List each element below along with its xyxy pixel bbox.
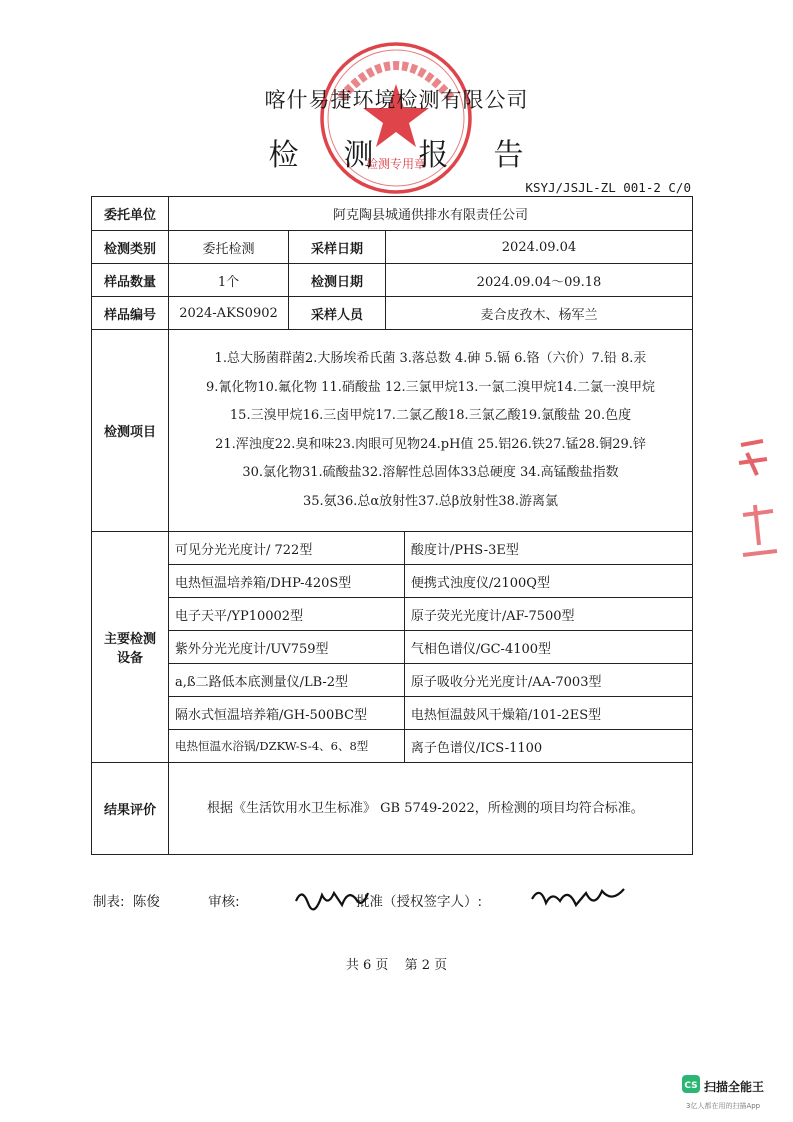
title-char: 检 <box>268 138 300 173</box>
equipment-cell: 紫外分光光度计/UV759型 <box>169 631 404 664</box>
eval-label: 结果评价 <box>92 763 169 855</box>
sampling-date-value: 2024.09.04 <box>386 231 693 264</box>
total-pages: 共 6 页 <box>345 958 389 973</box>
test-date-value: 2024.09.04～09.18 <box>386 264 693 297</box>
count-label: 样品数量 <box>92 264 169 297</box>
items-label: 检测项目 <box>92 330 169 532</box>
equipment-label-line: 主要检测 <box>103 632 156 647</box>
reviewer-label: 审核: <box>208 894 240 910</box>
equipment-label <box>92 532 169 763</box>
current-page: 第 2 页 <box>404 958 448 973</box>
camscanner-logo-icon <box>682 1075 700 1093</box>
maker-label: 制表: <box>93 894 125 910</box>
seal-text: 检测专用章 <box>365 157 427 171</box>
watermark-name: 扫描全能王 <box>704 1080 765 1094</box>
items-line: 9.氰化物10.氟化物 11.硝酸盐 12.三氯甲烷13.一氯二溴甲烷14.二氯一溴甲烷 <box>205 379 656 395</box>
maker-name: 陈俊 <box>132 894 160 910</box>
items-line: 30.氯化物31.硫酸盐32.溶解性总固体33总硬度 34.高锰酸盐指数 <box>242 465 619 480</box>
equipment-row <box>169 532 692 565</box>
equipment-cell: 原子荧光光度计/AF-7500型 <box>404 598 692 631</box>
approver-signature <box>528 883 628 913</box>
sample-no-value: 2024-AKS0902 <box>169 297 289 330</box>
equipment-cell: 电子天平/YP10002型 <box>169 598 404 631</box>
equipment-cell: 电热恒温鼓风干燥箱/101-2ES型 <box>404 697 692 730</box>
client-label: 委托单位 <box>92 197 169 231</box>
equipment-cell: a,ß二路低本底测量仪/LB-2型 <box>169 664 404 697</box>
edge-seal-fragment <box>733 435 793 595</box>
test-date-label: 检测日期 <box>289 264 386 297</box>
equipment-cell: 电热恒温培养箱/DHP-420S型 <box>169 565 404 598</box>
equipment-cell: 离子色谱仪/ICS-1100 <box>404 730 692 763</box>
report-title <box>0 130 793 174</box>
items-line: 35.氨36.总α放射性37.总β放射性38.游离氯 <box>303 493 558 509</box>
sampler-value: 麦合皮孜木、杨军兰 <box>386 297 693 330</box>
equipment-cell: 气相色谱仪/GC-4100型 <box>404 631 692 664</box>
equipment-label-line: 设备 <box>116 651 143 666</box>
equipment-cell: 隔水式恒温培养箱/GH-500BC型 <box>169 697 404 730</box>
sampling-date-label: 采样日期 <box>289 231 386 264</box>
items-line: 15.三溴甲烷16.三卤甲烷17.二氯乙酸18.三氯乙酸19.氯酸盐 20.色度 <box>229 408 632 423</box>
sample-no-label: 样品编号 <box>92 297 169 330</box>
title-char: 告 <box>493 138 525 173</box>
equipment-row <box>169 631 692 664</box>
items-line: 1.总大肠菌群菌2.大肠埃希氏菌 3.落总数 4.砷 5.镉 6.铬（六价）7.铅 8.汞 <box>214 351 647 366</box>
equipment-cell: 酸度计/PHS-3E型 <box>404 532 692 565</box>
company-name: 喀什易捷环境检测有限公司 <box>264 88 529 112</box>
official-seal-stamp <box>316 38 476 198</box>
eval-text: 根据《生活饮用水卫生标准》 GB 5749-2022，所检测的项目均符合标准。 <box>169 763 693 855</box>
items-line: 21.浑浊度22.臭和味23.肉眼可见物24.pH值 25.铝26.铁27.锰28.铜29.锌 <box>215 436 646 452</box>
watermark-sub: 3亿人都在用的扫描App <box>686 1102 761 1110</box>
reviewer-signature <box>292 883 372 913</box>
equipment-row <box>169 664 692 697</box>
equipment-row <box>169 598 692 631</box>
sampler-label: 采样人员 <box>289 297 386 330</box>
document-code: KSYJ/JSJL-ZL 001-2 C/0 <box>525 180 691 195</box>
equipment-row <box>169 697 692 730</box>
equipment-row <box>169 565 692 598</box>
title-char: 测 <box>343 138 375 173</box>
count-value: 1个 <box>169 264 289 297</box>
type-value: 委托检测 <box>169 231 289 264</box>
signature-row <box>93 890 486 910</box>
equipment-table <box>169 532 692 762</box>
approver-label: 批准（授权签字人）: <box>356 894 483 910</box>
type-label: 检测类别 <box>92 231 169 264</box>
report-table <box>91 196 693 855</box>
equipment-cell: 原子吸收分光光度计/AA-7003型 <box>404 664 692 697</box>
equipment-grid <box>169 532 693 763</box>
title-char: 报 <box>418 138 450 173</box>
items-list <box>169 330 693 532</box>
client-value: 阿克陶县城通供排水有限责任公司 <box>169 197 693 231</box>
equipment-cell: 便携式浊度仪/2100Q型 <box>404 565 692 598</box>
equipment-row <box>169 730 692 763</box>
equipment-cell: 电热恒温水浴锅/DZKW-S-4、6、8型 <box>169 730 404 763</box>
page-counter <box>0 954 793 973</box>
logo-text: CS <box>684 1081 698 1091</box>
equipment-cell: 可见分光光度计/ 722型 <box>169 532 404 565</box>
